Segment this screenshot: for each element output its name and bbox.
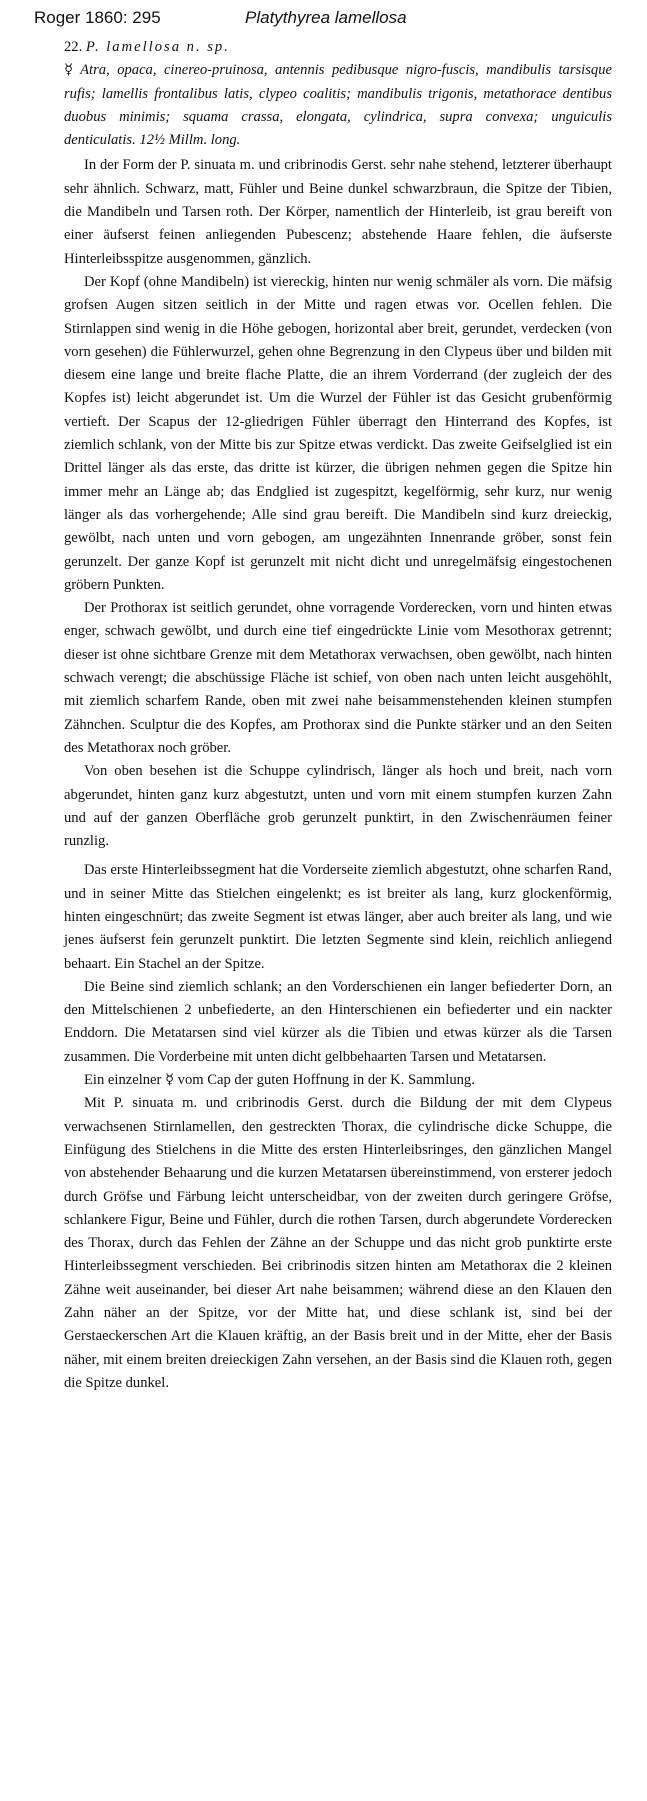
paragraph-comparison: Mit P. sinuata m. und cribrinodis Gerst. durch die Bildung der mit dem Clypeus verwachsenen Stirnlamellen, den gestreckten Thorax, die cylindrische dicke Schuppe, die Einfügung des Stielchens in die Mitte des ersten Hinterleibsringes, den gänzlichen Mangel von abstehender Behaarung und die kurzen Metatarsen übereinstimmend, von ersterer jedoch durch Gröfse und Färbung leicht unterscheidbar, von der zweiten durch geringere Gröfse, schlankere Figur, Beine und Fühler, durch die rothen Tarsen, durch abgerundete Vorderecken des Thorax, durch das Fehlen der Zähne an der Schuppe und das nicht grob punktirte erste Hinterleibssegment verschieden. Bei cribrinodis sitzen hinten am Metathorax die 2 kleinen Zähne weit auseinander, bei dieser Art nahe beisammen; während diese an den Klauen den Zahn näher an der Spitze, vor der Mitte hat, und diese schlank ist, sind bei der Gerstaeckerschen Art die Klauen kräftig, an der Basis breit und in der Mitte, eher der Basis näher, mit einem breiten dreieckigen Zahn versehen, an der Basis sind die Klauen roth, gegen die Spitze dunkel. — [64, 1095, 612, 1391]
diagnosis — [64, 36, 612, 152]
paragraph-scale: Von oben besehen ist die Schuppe cylindrisch, länger als hoch und breit, nach vorn abgerundet, hinten ganz kurz abgestutzt, unten und vorn mit einem stumpfen kurzen Zahn und auf der ganzen Oberfläche grob gerunzelt punktirt, in den Zwischenräumen feiner runzlig. — [64, 763, 612, 850]
species-name: P. lamellosa n. sp. — [85, 39, 230, 55]
paragraph-specimen: Ein einzelner ☿ vom Cap der guten Hoffnung in der K. Sammlung. — [84, 1072, 475, 1089]
paragraph-legs: Die Beine sind ziemlich schlank; an den Vorderschienen ein langer befiederter Dorn, an den Mittelschienen 2 unbefiederte, an den Hinterschienen ein befiederter und ein nackter Enddorn. Die Metatarsen sind viel kürzer als die Tibien und etwas kürzer als die Tarsen zusammen. Die Vorderbeine mit unten dicht gelbbehaarten Tarsen und Metatarsen. — [64, 978, 612, 1065]
paragraph-thorax: Der Prothorax ist seitlich gerundet, ohne vorragende Vorderecken, vorn und hinten etwas enger, schwach gewölbt, und durch eine tief eingedrückte Linie vom Mesothorax getrennt; dieser ist ohne sichtbare Grenze mit dem Metathorax verwachsen, oben gewölbt, nach hinten schwach verengt; die abschüssige Fläche ist schief, von oben nach unten leicht ausgehöhlt, mit ziemlich scharfem Rande, oben mit zwei nahe beisammenstehenden kleinen stumpfen Zähnchen. Sculptur die des Kopfes, am Prothorax sind die Punkte stärker und an den Seiten des Metathorax noch gröber. — [64, 600, 612, 756]
paragraph-head: Der Kopf (ohne Mandibeln) ist viereckig, hinten nur wenig schmäler als vorn. Die mäfsig grofsen Augen sitzen seitlich in der Mitte und ragen etwas vor. Ocellen fehlen. Die Stirnlappen sind wenig in die Höhe gebogen, horizontal aber breit, gerundet, verdecken (von vorn gesehen) die Fühlerwurzel, gehen ohne Begrenzung in den Clypeus über und bilden mit diesem eine lange und breite flache Platte, die an ihrem Vorderrand (der zugleich der des Kopfes ist) leicht abgerundet ist. Um die Wurzel der Fühler ist das Gesicht grubenförmig vertieft. Der Scapus der 12-gliedrigen Fühler überragt den Hinterrand des Kopfes, ist ziemlich schlank, von der Mitte bis zur Spitze etwas verdickt. Das zweite Geifselglied ist ein Drittel länger als das erste, das dritte ist kürzer, die übrigen nehmen gegen die Spitze hin immer mehr an Länge ab; das Endglied ist zugespitzt, kegelförmig, sehr kurz, nur wenig länger als das vorhergehende; Alle sind grau bereift. Die Mandibeln sind kurz dreieckig, gewölbt, nach unten und vorn gebogen, am ungezähnten Innenrande gröber, sonst fein gerunzelt. Der ganze Kopf ist gerunzelt mit nicht dicht und unregelmäfsig eingestochenen gröbern Punkten. — [64, 273, 612, 593]
document-body — [64, 36, 612, 1395]
species-number: 22. — [64, 39, 83, 55]
paragraph-abdomen: Das erste Hinterleibssegment hat die Vorderseite ziemlich abgestutzt, ohne scharfen Rand, und in seiner Mitte das Stielchen eingelenkt; es ist breiter als lang, kurz glockenförmig, hinten eingeschnürt; das zweite Segment ist etwas länger, aber auch breiter als lang, und wie jenes äufserst fein gerunzelt punktirt. Die letzten Segmente sind klein, reichlich anliegend behaart. Ein Stachel an der Spitze. — [64, 862, 612, 972]
diagnosis-text: ☿ Atra, opaca, cinereo-pruinosa, antennis pedibusque nigro-fuscis, mandibulis tarsisque rufis; lamellis frontalibus latis, clypeo coalitis; mandibulis trigonis, metathorace dentibus duobus minimis; squama crassa, elongata, cylindrica, supra convexa; unguiculis denticulatis. 12½ Millm. long. — [64, 62, 612, 149]
reference-citation: Roger 1860: 295 — [34, 8, 161, 27]
species-title: Platythyrea lamellosa — [245, 8, 407, 27]
paragraph-form: In der Form der P. sinuata m. und cribrinodis Gerst. sehr nahe stehend, letzterer überhaupt sehr ähnlich. Schwarz, matt, Fühler und Beine dunkel schwarzbraun, die Spitze der Tibien, die Mandibeln und Tarsen roth. Der Körper, namentlich der Hinterleib, ist grau bereift von einer äufserst feinen anliegenden Pubescenz; abstehende Haare fehlen, die äufserste Hinterleibsspitze ausgenommen, gänzlich. — [64, 157, 612, 267]
page-header — [34, 8, 634, 34]
